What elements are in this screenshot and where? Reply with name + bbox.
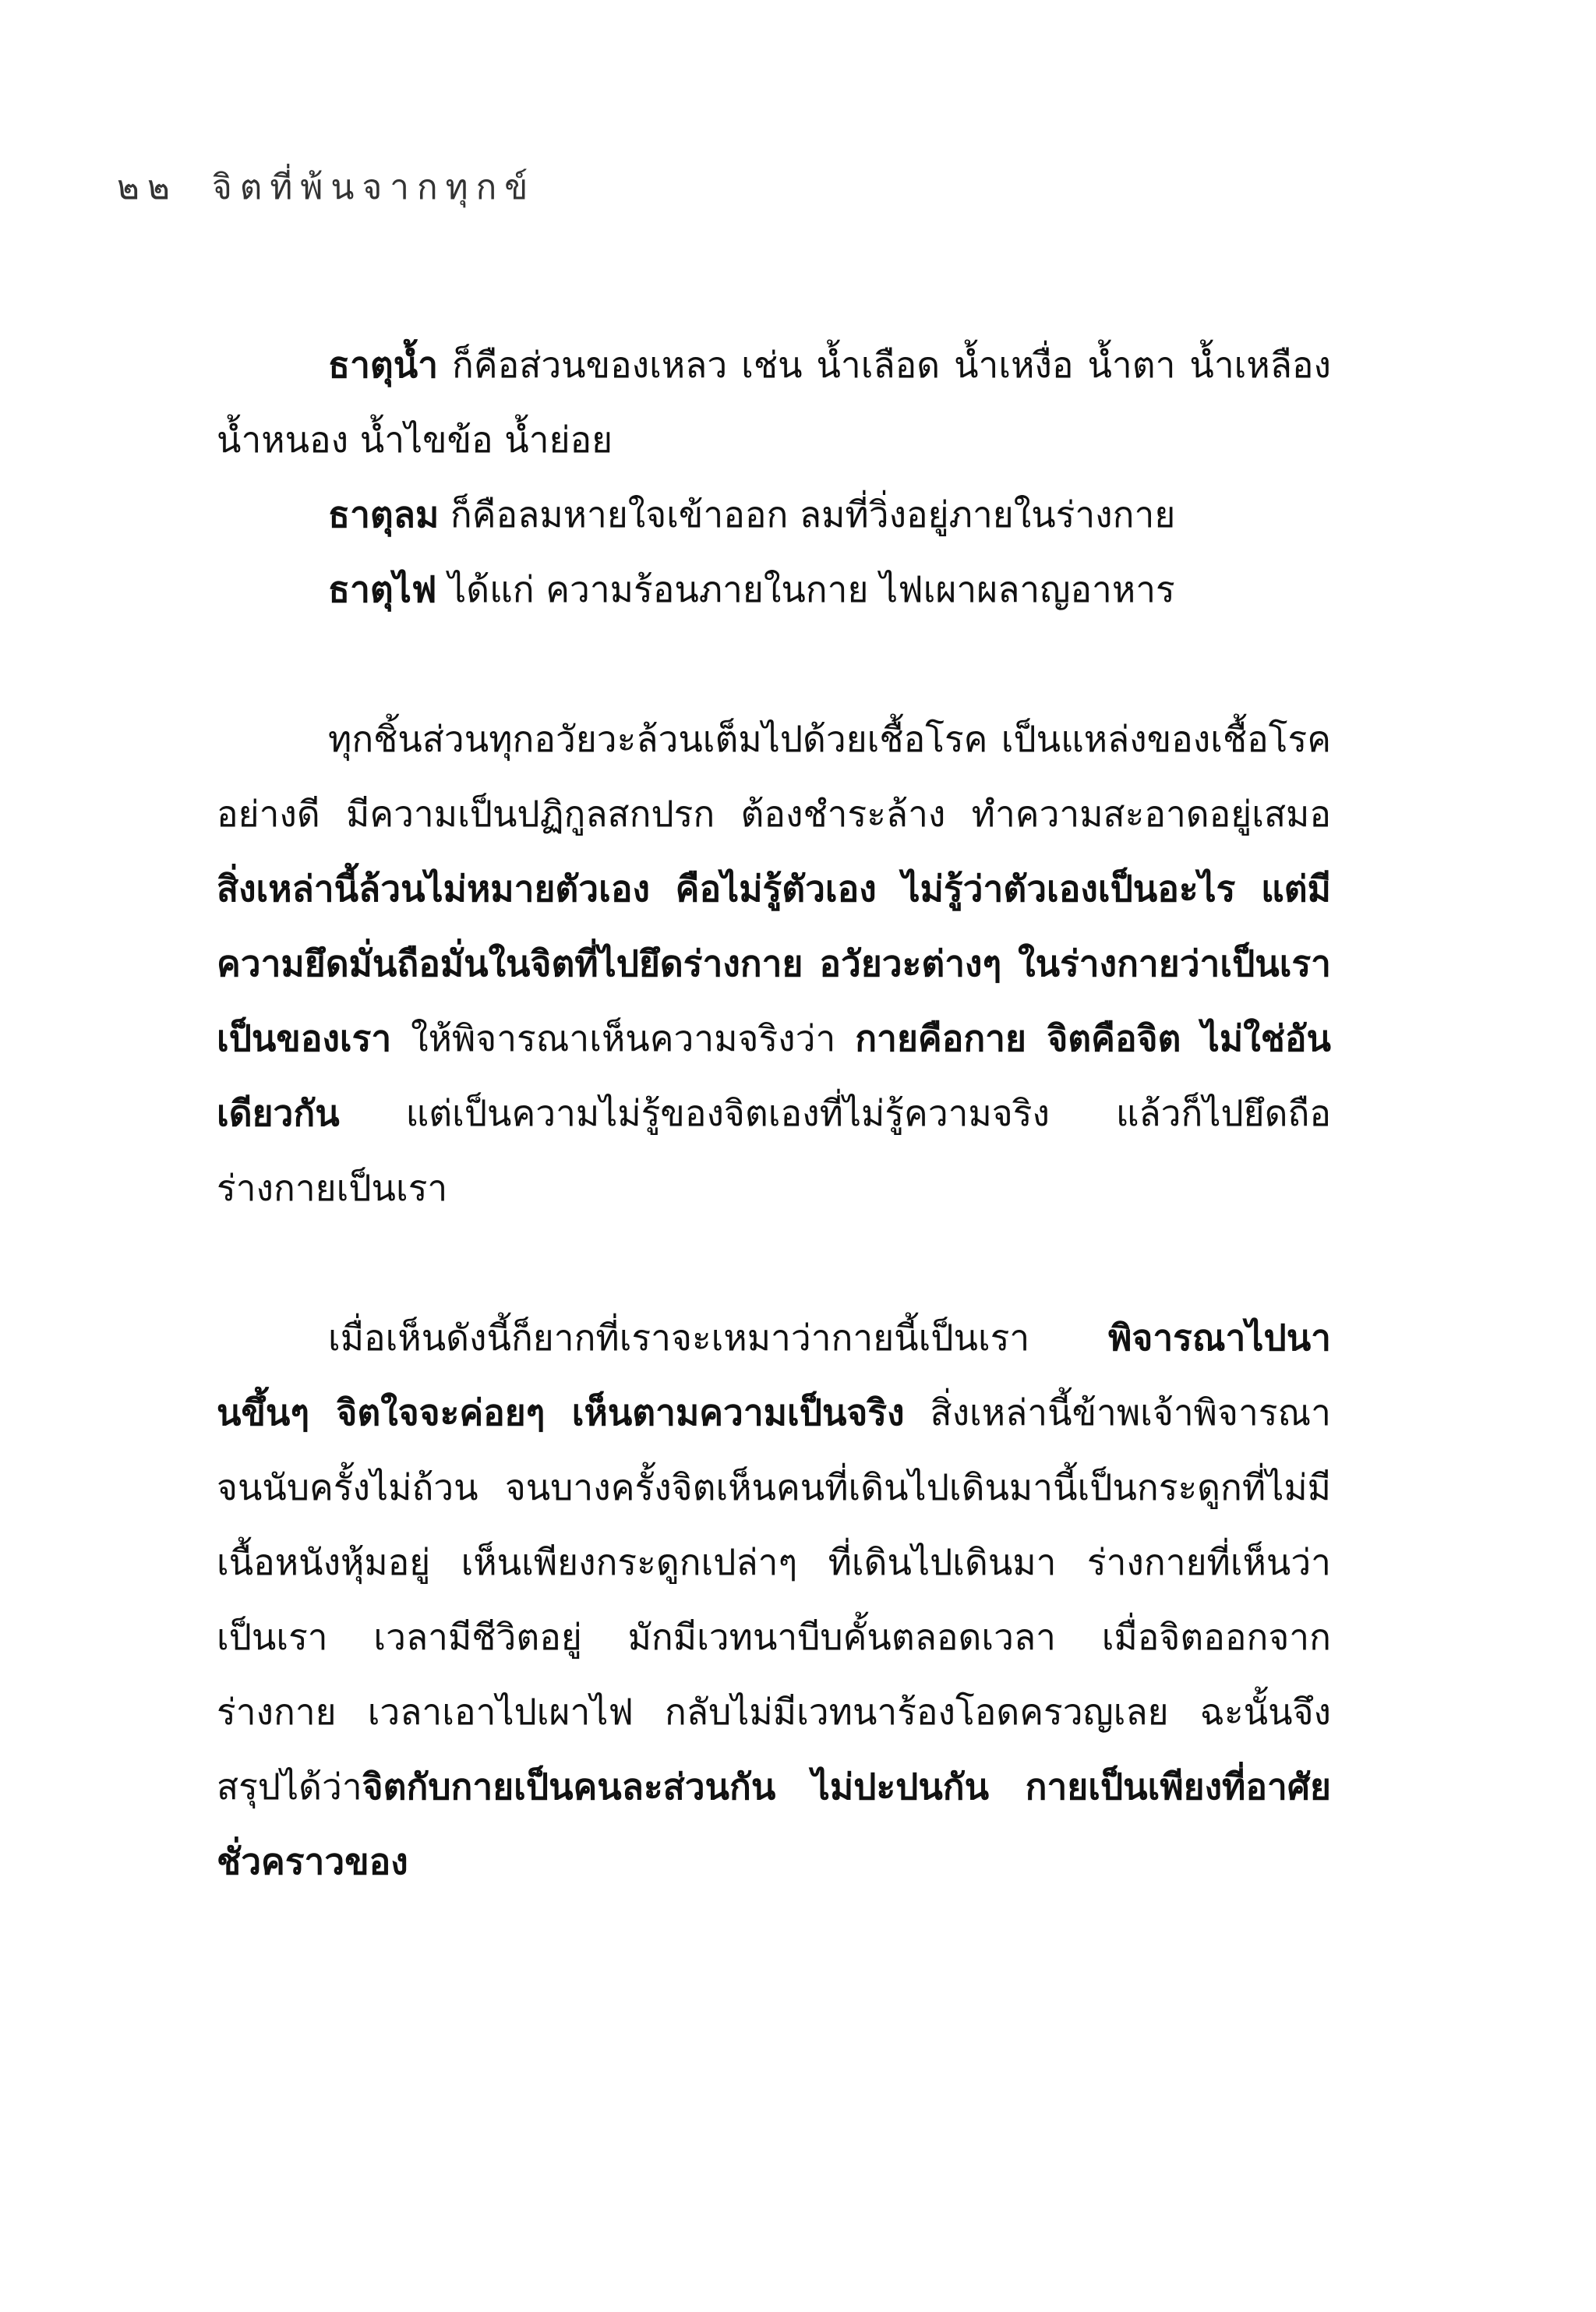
emphasis-text: พิจารณาไปนานขึ้นๆ จิตใจจะค่อยๆ เห็นตามความเป็นจริง	[217, 1317, 1331, 1434]
paragraph-text: ก็คือลมหายใจเข้าออก ลมที่วิ่งอยู่ภายในร่างกาย	[439, 493, 1176, 536]
running-header	[117, 160, 535, 214]
paragraph-text: ได้แก่ ความร้อนภายในกาย ไฟเผาผลาญอาหาร	[436, 568, 1175, 610]
paragraph-body-parts	[217, 702, 1331, 1225]
emphasis-text: กายคือกาย จิตคือจิต ไม่ใช่อันเดียวกัน	[217, 1017, 1331, 1134]
paragraph-text: ก็คือส่วนของเหลว เช่น น้ำเลือด น้ำเหงื่อ น้ำตา น้ำเหลือง น้ำหนอง น้ำไขข้อ น้ำย่อย	[217, 344, 1331, 461]
paragraph-text: แต่เป็นความไม่รู้ของจิตเองที่ไม่รู้ความจริง แล้วก็ไปยึดถือร่างกายเป็นเรา	[217, 1092, 1331, 1209]
paragraph-wind-element	[217, 477, 1331, 552]
term-fire-element: ธาตุไฟ	[328, 568, 437, 610]
book-title: จิตที่พ้นจากทุกข์	[212, 168, 536, 207]
page-number: ๒๒	[117, 168, 178, 207]
paragraph-text: เมื่อเห็นดังนี้ก็ยากที่เราจะเหมาว่ากายนี้เป็นเรา	[328, 1317, 1109, 1359]
paragraph-text: ทุกชิ้นส่วนทุกอวัยวะล้วนเต็มไปด้วยเชื้อโรค เป็นแหล่งของเชื้อโรคอย่างดี มีความเป็นปฏิกูลสกปรก ต้องชำระล้าง ทำความสะอาดอยู่เสมอ	[217, 718, 1331, 835]
paragraph-text: ให้พิจารณาเห็นความจริงว่า	[391, 1017, 856, 1059]
paragraph-text: สิ่งเหล่านี้ข้าพเจ้าพิจารณาจนนับครั้งไม่ถ้วน จนบางครั้งจิตเห็นคนที่เดินไปเดินมานี้เป็นกระดูกที่ไม่มีเนื้อหนังหุ้มอยู่ เห็นเพียงกระดูกเปล่าๆ ที่เดินไปเดินมา ร่างกายที่เห็นว่าเป็นเรา เวลามีชีวิตอยู่ มักมีเวทนาบีบคั้นตลอดเวลา เมื่อจิตออกจากร่างกาย เวลาเอาไปเผาไฟ กลับไม่มีเวทนาร้องโอดครวญเลย ฉะนั้นจึงสรุปได้ว่า	[217, 1391, 1331, 1808]
emphasis-text: สิ่งเหล่านี้ล้วนไม่หมายตัวเอง คือไม่รู้ตัวเอง ไม่รู้ว่าตัวเองเป็นอะไร แต่มีความยึดมั่นถือมั่นในจิตที่ไปยึดร่างกาย อวัยวะต่างๆ ในร่างกายว่าเป็นเรา เป็นของเรา	[217, 868, 1331, 1059]
paragraph-fire-element	[217, 552, 1331, 627]
term-wind-element: ธาตุลม	[328, 493, 440, 536]
emphasis-text: จิตกับกายเป็นคนละส่วนกัน ไม่ปะปนกัน กายเป็นเพียงที่อาศัยชั่วคราวของ	[217, 1766, 1331, 1882]
body-text	[217, 327, 1331, 1899]
paragraph-water-element	[217, 327, 1331, 477]
paragraph-contemplation	[217, 1300, 1331, 1899]
term-water-element: ธาตุน้ำ	[328, 344, 439, 386]
